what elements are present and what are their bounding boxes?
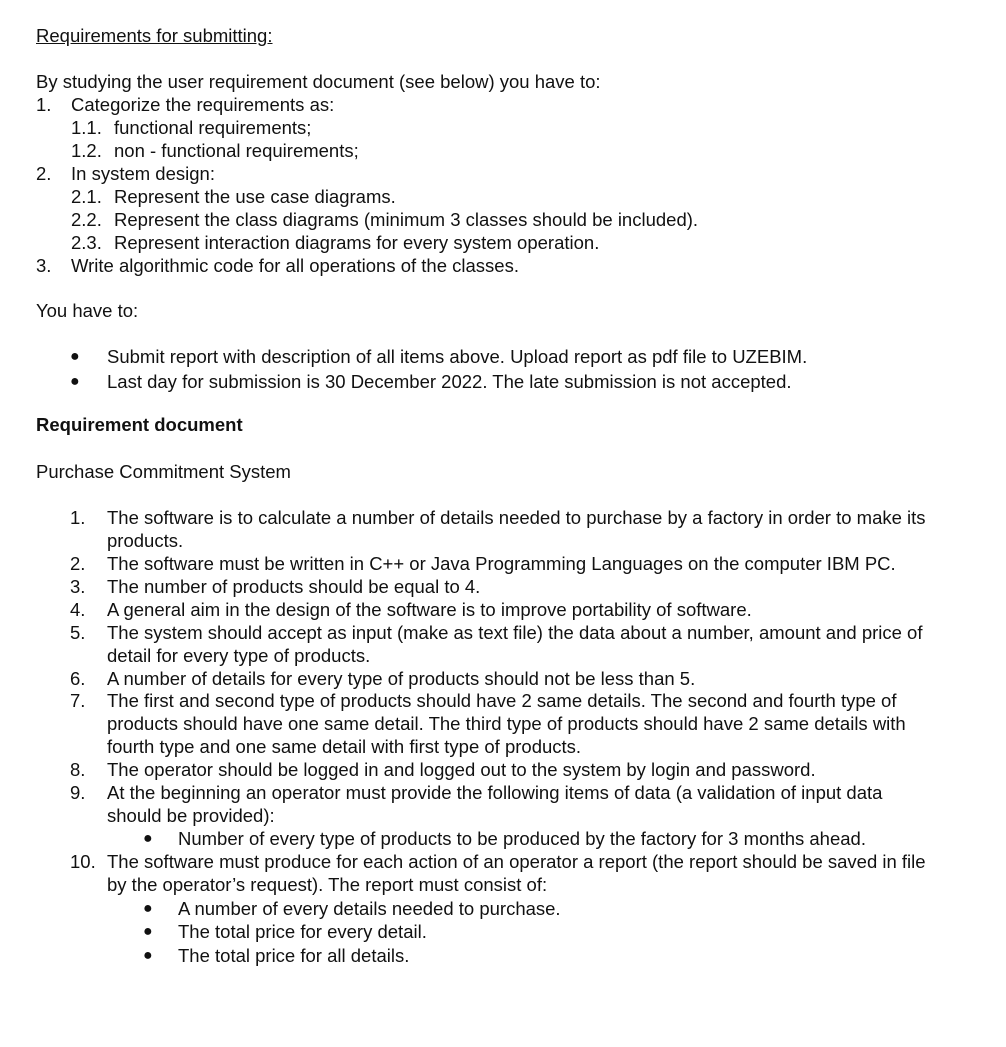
item-number: 5.: [70, 622, 86, 643]
item-bullet-text: The total price for all details.: [178, 945, 410, 966]
item-line: At the beginning an operator must provide the following items of data (a validation of input data: [107, 782, 883, 803]
item-number: 8.: [70, 759, 86, 780]
substep-number: 1.2.: [71, 140, 102, 161]
step-number: 2.: [36, 163, 52, 184]
item-line: The software must produce for each action of an operator a report (the report should be saved in file: [107, 851, 926, 872]
step-number: 1.: [36, 94, 52, 115]
bullet-icon: ●: [70, 348, 80, 365]
item-number: 7.: [70, 690, 86, 711]
item-line: The software is to calculate a number of details needed to purchase by a factory in order to make its: [107, 507, 926, 528]
submitting-heading: Requirements for submitting:: [36, 25, 273, 46]
substep-number: 1.1.: [71, 117, 102, 138]
submitting-intro: By studying the user requirement document (see below) you have to:: [36, 71, 601, 92]
bullet-icon: ●: [143, 947, 153, 964]
item-line: The software must be written in C++ or Java Programming Languages on the computer IBM PC.: [107, 553, 896, 574]
system-name: Purchase Commitment System: [36, 461, 291, 482]
substep-text: functional requirements;: [114, 117, 312, 138]
you-have-to-label: You have to:: [36, 300, 139, 321]
item-line: A general aim in the design of the software is to improve portability of software.: [107, 599, 752, 620]
bullet-text: Submit report with description of all items above. Upload report as pdf file to UZEBIM.: [107, 346, 808, 367]
item-number: 4.: [70, 599, 86, 620]
requirement-document-heading: Requirement document: [36, 414, 243, 435]
item-number: 3.: [70, 576, 86, 597]
substep-text: non - functional requirements;: [114, 140, 359, 161]
step-text: In system design:: [71, 163, 215, 184]
substep-text: Represent interaction diagrams for every system operation.: [114, 232, 600, 253]
item-line: fourth type and one same detail with first type of products.: [107, 736, 582, 757]
item-number: 1.: [70, 507, 86, 528]
item-number: 9.: [70, 782, 86, 803]
item-line: A number of details for every type of products should not be less than 5.: [107, 668, 696, 689]
item-line: The operator should be logged in and logged out to the system by login and password.: [107, 759, 816, 780]
item-line: products should have one same detail. The third type of products should have 2 same details with: [107, 713, 906, 734]
bullet-icon: ●: [143, 900, 153, 917]
step-text: Write algorithmic code for all operations of the classes.: [71, 255, 519, 276]
item-number: 6.: [70, 668, 86, 689]
item-line: products.: [107, 530, 184, 551]
step-text: Categorize the requirements as:: [71, 94, 335, 115]
item-line: The system should accept as input (make as text file) the data about a number, amount and price of: [107, 622, 923, 643]
substep-number: 2.3.: [71, 232, 102, 253]
substep-number: 2.2.: [71, 209, 102, 230]
item-line: The first and second type of products should have 2 same details. The second and fourth type of: [107, 690, 897, 711]
item-line: should be provided):: [107, 805, 275, 826]
item-line: detail for every type of products.: [107, 645, 371, 666]
item-bullet-text: Number of every type of products to be produced by the factory for 3 months ahead.: [178, 828, 866, 849]
substep-number: 2.1.: [71, 186, 102, 207]
bullet-icon: ●: [143, 923, 153, 940]
item-line: by the operator’s request). The report must consist of:: [107, 874, 548, 895]
bullet-text: Last day for submission is 30 December 2022. The late submission is not accepted.: [107, 371, 792, 392]
item-line: The number of products should be equal to 4.: [107, 576, 481, 597]
bullet-icon: ●: [143, 830, 153, 847]
item-number: 2.: [70, 553, 86, 574]
substep-text: Represent the use case diagrams.: [114, 186, 396, 207]
item-bullet-text: A number of every details needed to purchase.: [178, 898, 561, 919]
substep-text: Represent the class diagrams (minimum 3 classes should be included).: [114, 209, 699, 230]
step-number: 3.: [36, 255, 52, 276]
bullet-icon: ●: [70, 373, 80, 390]
item-number: 10.: [70, 851, 96, 872]
item-bullet-text: The total price for every detail.: [178, 921, 427, 942]
